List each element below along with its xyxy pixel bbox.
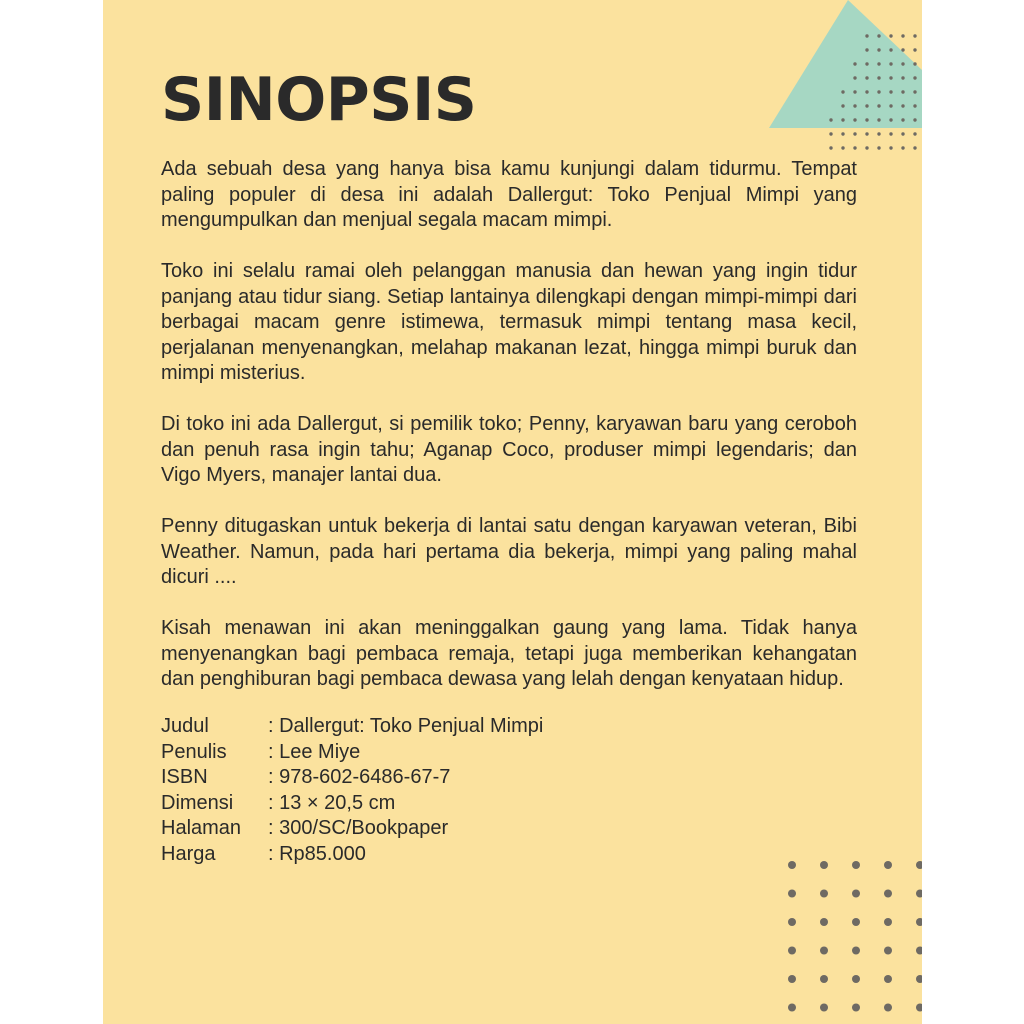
decor-dot — [820, 947, 828, 955]
decor-dot — [788, 890, 796, 898]
decor-dot — [884, 947, 892, 955]
decor-dot — [916, 890, 922, 898]
synopsis-paragraph: Penny ditugaskan untuk bekerja di lantai satu dengan karyawan veteran, Bibi Weather. Namun, pada hari pertama dia bekerja, mimpi yang paling mahal dicuri .... — [161, 515, 857, 588]
decor-dot — [852, 975, 860, 983]
decor-dot — [788, 861, 796, 869]
decor-dot — [916, 947, 922, 955]
decor-dot — [820, 975, 828, 983]
decor-dot — [884, 861, 892, 869]
book-info-row-harga — [161, 842, 543, 868]
synopsis-text — [161, 157, 857, 718]
decor-dot — [916, 1004, 922, 1012]
page-title: SINOPSIS — [161, 65, 477, 135]
book-info-label: Dimensi — [161, 791, 234, 814]
book-info-table — [161, 714, 543, 867]
decor-dot — [788, 947, 796, 955]
book-info-value: : Lee Miye — [268, 740, 361, 763]
decor-dot — [884, 918, 892, 926]
synopsis-page — [103, 0, 922, 1024]
decor-dot — [852, 890, 860, 898]
decor-dot — [852, 947, 860, 955]
book-info-row-isbn — [161, 765, 543, 791]
synopsis-paragraph: Kisah menawan ini akan meninggalkan gaung yang lama. Tidak hanya menyenangkan bagi pembaca remaja, tetapi juga memberikan kehangatan dan penghiburan bagi pembaca dewasa yang lelah dengan kenyataan hidup. — [161, 617, 857, 690]
book-info-value: : 978-602-6486-67-7 — [268, 766, 451, 788]
book-info-value: : Rp85.000 — [268, 842, 366, 865]
decor-dot — [820, 1004, 828, 1012]
book-info-value: : Dallergut: Toko Penjual Mimpi — [268, 715, 544, 737]
decor-dot — [916, 918, 922, 926]
decor-dot — [788, 918, 796, 926]
book-info-row-dimensi — [161, 791, 543, 817]
decor-dot — [852, 918, 860, 926]
synopsis-paragraph: Di toko ini ada Dallergut, si pemilik toko; Penny, karyawan baru yang ceroboh dan penuh rasa ingin tahu; Aganap Coco, produser mimpi legendaris; dan Vigo Myers, manajer lantai dua. — [161, 413, 857, 486]
decor-dot — [852, 1004, 860, 1012]
book-info-label: ISBN — [161, 766, 208, 788]
decor-dot — [884, 975, 892, 983]
synopsis-paragraph: Toko ini selalu ramai oleh pelanggan manusia dan hewan yang ingin tidur panjang atau tidur siang. Setiap lantainya dilengkapi dengan mimpi-mimpi dari berbagai macam genre istimewa, termasuk mimpi tentang masa kecil, perjalanan menyenangkan, melahap makanan lezat, hingga mimpi buruk dan mimpi misterius. — [161, 260, 857, 384]
decor-dot — [884, 1004, 892, 1012]
decor-dot — [916, 975, 922, 983]
book-info-row-judul — [161, 714, 543, 740]
decor-dot — [916, 861, 922, 869]
book-info-label: Penulis — [161, 740, 227, 763]
book-info-row-penulis — [161, 740, 543, 766]
book-info-value: : 300/SC/Bookpaper — [268, 817, 449, 839]
decor-dot — [852, 861, 860, 869]
book-info-value: : 13 × 20,5 cm — [268, 791, 396, 814]
decor-dot — [820, 918, 828, 926]
decor-dot — [820, 861, 828, 869]
decor-dot — [788, 1004, 796, 1012]
decor-dot — [820, 890, 828, 898]
synopsis-paragraph: Ada sebuah desa yang hanya bisa kamu kunjungi dalam tidurmu. Tempat paling populer di desa ini adalah Dallergut: Toko Penjual Mimpi yang mengumpulkan dan menjual segala macam mimpi. — [161, 158, 857, 231]
book-info-label: Judul — [161, 715, 209, 737]
decor-dot — [788, 975, 796, 983]
book-info-label: Harga — [161, 842, 216, 865]
book-info-row-halaman — [161, 816, 543, 842]
decor-dot — [884, 890, 892, 898]
book-info-label: Halaman — [161, 817, 242, 839]
